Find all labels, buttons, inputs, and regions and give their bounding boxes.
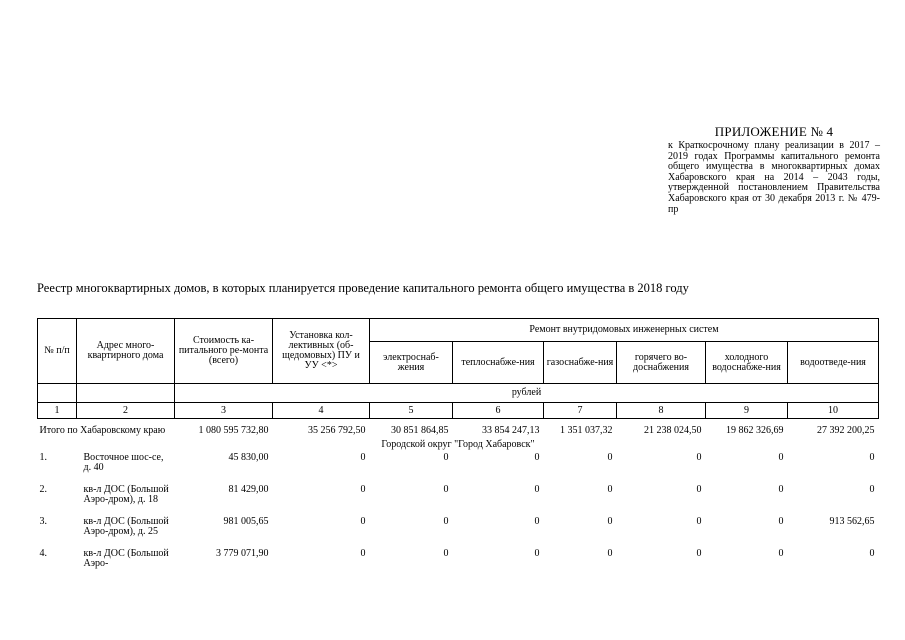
section-title: Городской округ "Город Хабаровск": [381, 439, 535, 450]
column-number: 4: [273, 403, 370, 419]
total-value: 30 851 864,85: [391, 425, 449, 436]
table-row: [38, 517, 879, 549]
appendix-block: [668, 124, 880, 215]
row-value: 81 429,00: [228, 484, 269, 495]
appendix-title: ПРИЛОЖЕНИЕ № 4: [714, 124, 834, 139]
total-label: Итого по Хабаровскому краю: [39, 425, 166, 436]
header-system-gas: газоснабже-ния: [544, 342, 617, 384]
row-value: 0: [778, 516, 784, 527]
row-value: 45 830,00: [228, 452, 269, 463]
row-value: 0: [778, 484, 784, 495]
row-address: кв-л ДОС (Большой Аэро-: [83, 548, 169, 569]
header-systems-group: Ремонт внутридомовых инженерных систем: [370, 319, 879, 342]
header-system-electricity: электроснаб-жения: [370, 342, 453, 384]
row-address: кв-л ДОС (Большой Аэро-дром), д. 25: [83, 516, 169, 537]
header-units: рублей: [175, 384, 879, 403]
header-meters: Установка кол-лективных (об-щедомовых) ПУ и УУ <*>: [273, 319, 370, 384]
column-number: 6: [453, 403, 544, 419]
total-value: 1 351 037,32: [560, 425, 613, 436]
row-value: 0: [443, 484, 449, 495]
row-value: 0: [607, 484, 613, 495]
total-value: 1 080 595 732,80: [198, 425, 269, 436]
row-num: 1.: [39, 452, 47, 463]
row-value: 0: [778, 452, 784, 463]
row-value: 913 562,65: [829, 516, 875, 527]
row-value: 0: [869, 484, 875, 495]
header-num: № п/п: [38, 319, 77, 384]
row-value: 0: [696, 484, 702, 495]
total-value: 33 854 247,13: [482, 425, 540, 436]
header-system-heating: теплоснабже-ния: [453, 342, 544, 384]
total-value: 21 238 024,50: [644, 425, 702, 436]
total-value: 27 392 200,25: [817, 425, 875, 436]
section-row: [38, 436, 879, 453]
row-value: 0: [360, 516, 366, 527]
row-value: 0: [534, 548, 540, 559]
header-units-blank: [77, 384, 175, 403]
row-address: кв-л ДОС (Большой Аэро-дром), д. 18: [83, 484, 169, 505]
total-row: [38, 419, 879, 437]
column-number: 10: [788, 403, 879, 419]
row-value: 0: [778, 548, 784, 559]
header-system-sewerage: водоотведе-ния: [788, 342, 879, 384]
header-system-cold-water: холодного водоснабже-ния: [706, 342, 788, 384]
total-value: 19 862 326,69: [726, 425, 784, 436]
row-num: 3.: [39, 516, 47, 527]
column-number: 2: [77, 403, 175, 419]
column-number: 8: [617, 403, 706, 419]
row-value: 0: [607, 516, 613, 527]
row-value: 0: [607, 548, 613, 559]
column-number: 9: [706, 403, 788, 419]
row-value: 0: [696, 516, 702, 527]
row-value: 0: [443, 452, 449, 463]
row-address: Восточное шос-се, д. 40: [83, 452, 164, 473]
row-value: 0: [360, 452, 366, 463]
row-value: 0: [443, 548, 449, 559]
header-total-cost: Стоимость ка-питального ре-монта (всего): [175, 319, 273, 384]
row-num: 2.: [39, 484, 47, 495]
row-value: 981 005,65: [223, 516, 269, 527]
row-value: 0: [607, 452, 613, 463]
header-address: Адрес много-квартирного дома: [77, 319, 175, 384]
column-number: 7: [544, 403, 617, 419]
column-number: 5: [370, 403, 453, 419]
row-value: 0: [534, 452, 540, 463]
total-value: 35 256 792,50: [308, 425, 366, 436]
header-system-hot-water: горячего во-доснабжения: [617, 342, 706, 384]
row-value: 0: [534, 484, 540, 495]
row-value: 0: [360, 548, 366, 559]
appendix-text: к Краткосрочному плану реализации в 2017 – 2019 годах Программы капитального ремонта общего имущества в многоквартирных домах Хабаровского края на 2014 – 2043 годы, утвержденной постановлением Правительства Хабаровского края от 30 декабря 2013 г. № 479-пр: [668, 140, 880, 215]
registry-table: [37, 318, 879, 581]
row-value: 0: [869, 452, 875, 463]
row-value: 0: [696, 548, 702, 559]
table-row: [38, 485, 879, 517]
table-row: [38, 453, 879, 485]
column-number: 1: [38, 403, 77, 419]
document-title: Реестр многоквартирных домов, в которых планируется проведение капитального ремонта общего имущества в 2018 году: [37, 281, 689, 295]
row-value: 0: [534, 516, 540, 527]
row-value: 0: [360, 484, 366, 495]
row-value: 3 779 071,90: [216, 548, 269, 559]
row-num: 4.: [39, 548, 47, 559]
column-number: 3: [175, 403, 273, 419]
header-units-blank: [38, 384, 77, 403]
row-value: 0: [869, 548, 875, 559]
row-value: 0: [443, 516, 449, 527]
row-value: 0: [696, 452, 702, 463]
table-row: [38, 549, 879, 581]
